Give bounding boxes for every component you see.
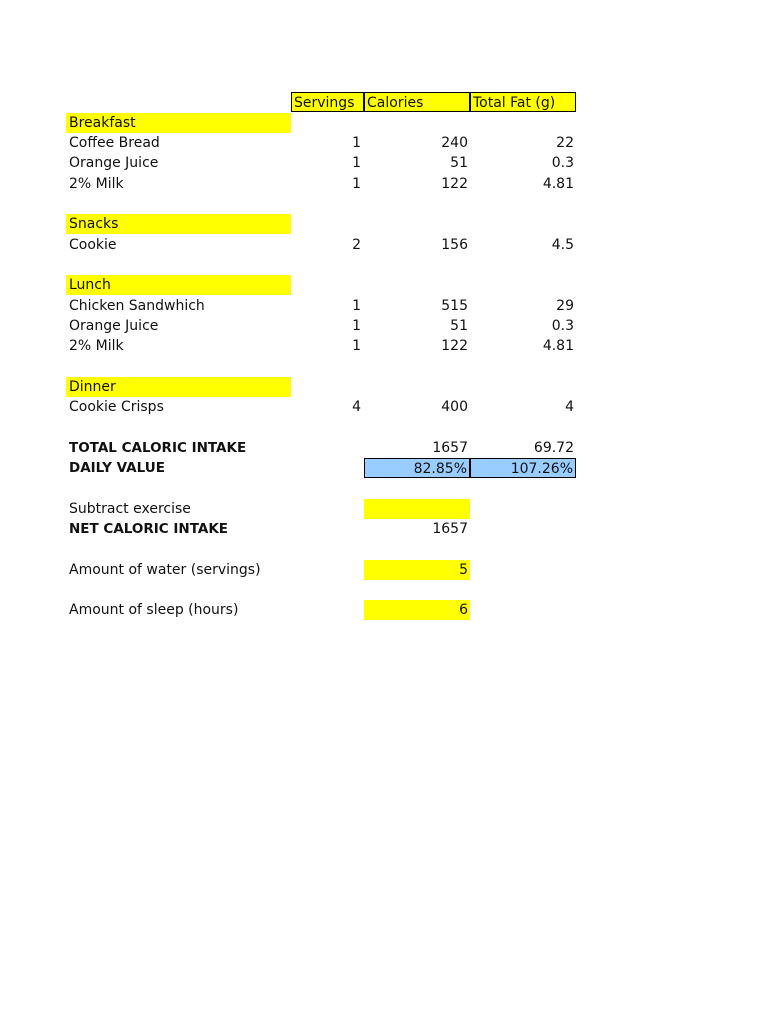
item-row [0, 316, 768, 336]
item-row [0, 153, 768, 173]
net-row [0, 519, 768, 539]
total-caloric-intake-label[interactable]: TOTAL CALORIC INTAKE [69, 440, 247, 456]
water-input[interactable]: 5 [364, 560, 470, 580]
item-servings[interactable]: 1 [352, 135, 361, 151]
item-calories[interactable]: 51 [450, 318, 468, 334]
header-row [0, 92, 768, 112]
item-calories[interactable]: 122 [441, 338, 468, 354]
item-calories[interactable]: 400 [441, 399, 468, 415]
daily-calories-percent[interactable]: 82.85% [364, 458, 470, 478]
item-servings[interactable]: 1 [352, 338, 361, 354]
item-servings[interactable]: 1 [352, 176, 361, 192]
item-servings[interactable]: 1 [352, 318, 361, 334]
daily-value-label[interactable]: DAILY VALUE [69, 460, 165, 476]
item-fat[interactable]: 22 [556, 135, 574, 151]
item-servings[interactable]: 2 [352, 237, 361, 253]
item-fat[interactable]: 4.5 [551, 237, 574, 253]
net-caloric-intake-value[interactable]: 1657 [432, 521, 468, 537]
item-row [0, 397, 768, 417]
item-fat[interactable]: 0.3 [551, 318, 574, 334]
item-name[interactable]: Coffee Bread [69, 135, 160, 151]
item-calories[interactable]: 515 [441, 298, 468, 314]
item-name[interactable]: Cookie Crisps [69, 399, 164, 415]
net-caloric-intake-label[interactable]: NET CALORIC INTAKE [69, 521, 229, 537]
item-row [0, 296, 768, 316]
exercise-row [0, 499, 768, 519]
item-servings[interactable]: 4 [352, 399, 361, 415]
item-servings[interactable]: 1 [352, 155, 361, 171]
daily-value-row [0, 458, 768, 478]
meal-row-dinner [0, 377, 768, 397]
sleep-input[interactable]: 6 [364, 600, 470, 620]
total-fat-value[interactable]: 69.72 [533, 440, 574, 456]
item-row [0, 235, 768, 255]
subtract-exercise-label[interactable]: Subtract exercise [69, 501, 191, 517]
item-calories[interactable]: 51 [450, 155, 468, 171]
meal-row-lunch [0, 275, 768, 295]
item-name[interactable]: 2% Milk [69, 338, 124, 354]
meal-label-breakfast[interactable]: Breakfast [66, 113, 291, 133]
total-calories-value[interactable]: 1657 [432, 440, 468, 456]
item-fat[interactable]: 29 [556, 298, 574, 314]
meal-label-dinner[interactable]: Dinner [66, 377, 291, 397]
item-name[interactable]: Cookie [69, 237, 117, 253]
total-row [0, 438, 768, 458]
item-row [0, 133, 768, 153]
subtract-exercise-input[interactable] [364, 499, 470, 519]
sleep-label[interactable]: Amount of sleep (hours) [69, 602, 239, 618]
item-name[interactable]: Orange Juice [69, 155, 159, 171]
item-calories[interactable]: 156 [441, 237, 468, 253]
meal-row-snacks [0, 214, 768, 234]
item-fat[interactable]: 4.81 [542, 176, 574, 192]
item-name[interactable]: 2% Milk [69, 176, 124, 192]
water-label[interactable]: Amount of water (servings) [69, 562, 261, 578]
meal-label-snacks[interactable]: Snacks [66, 214, 291, 234]
item-fat[interactable]: 4.81 [542, 338, 574, 354]
item-servings[interactable]: 1 [352, 298, 361, 314]
item-name[interactable]: Chicken Sandwhich [69, 298, 205, 314]
calories-header[interactable]: Calories [364, 92, 470, 112]
sleep-row [0, 600, 768, 620]
item-row [0, 174, 768, 194]
water-row [0, 560, 768, 580]
servings-header[interactable]: Servings [291, 92, 364, 112]
item-fat[interactable]: 4 [565, 399, 574, 415]
meal-label-lunch[interactable]: Lunch [66, 275, 291, 295]
item-row [0, 336, 768, 356]
item-name[interactable]: Orange Juice [69, 318, 159, 334]
item-calories[interactable]: 122 [441, 176, 468, 192]
item-fat[interactable]: 0.3 [551, 155, 574, 171]
daily-fat-percent[interactable]: 107.26% [470, 458, 576, 478]
item-calories[interactable]: 240 [441, 135, 468, 151]
meal-row-breakfast [0, 113, 768, 133]
fat-header[interactable]: Total Fat (g) [470, 92, 576, 112]
